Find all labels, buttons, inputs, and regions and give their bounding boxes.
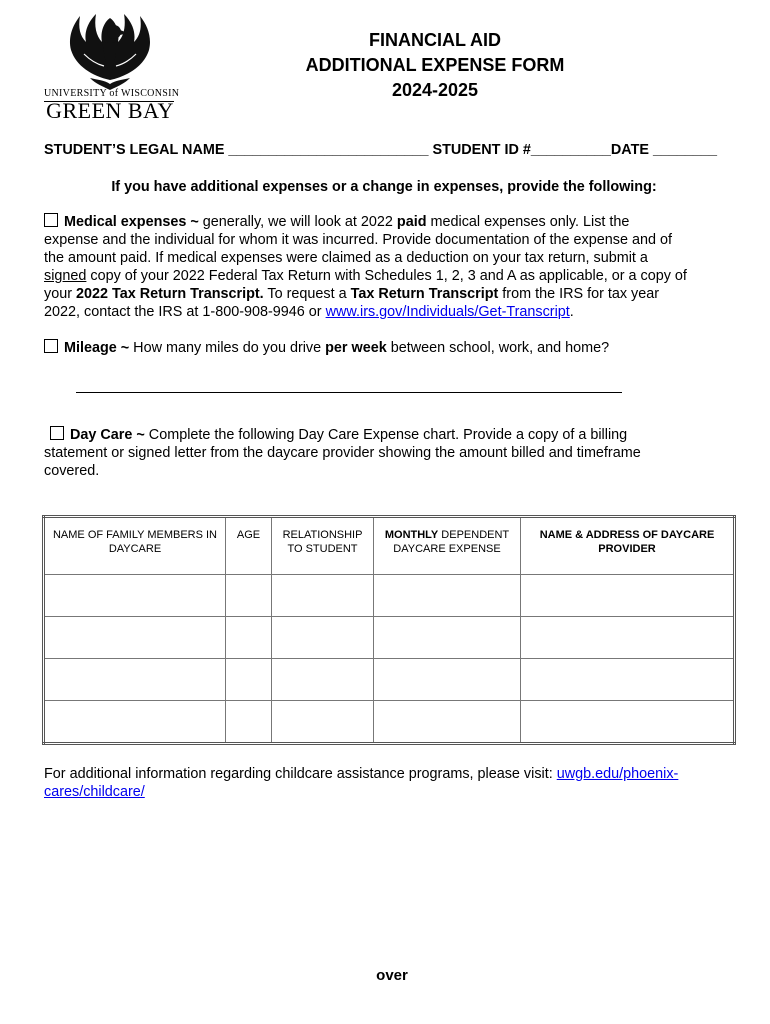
table-cell[interactable]: [44, 616, 226, 658]
table-cell[interactable]: [44, 658, 226, 700]
form-title: [200, 28, 670, 103]
medical-line-6: [44, 303, 734, 321]
daycare-section: [50, 426, 740, 444]
col-monthly-rest: DEPENDENT DAYCARE EXPENSE: [393, 529, 510, 555]
daycare-label: Day Care ~: [70, 427, 145, 443]
phoenix-logo-icon: [44, 10, 176, 92]
medical-line-2: expense and the individual for whom it was incurred. Provide documentation of the expense and of: [44, 232, 672, 248]
over-page-note: over: [376, 967, 408, 984]
instructions-intro: If you have additional expenses or a change in expenses, provide the following:: [111, 179, 657, 195]
medical-expenses-section: [44, 213, 734, 321]
medical-line-1: [44, 213, 734, 231]
medical-text: generally, we will look at 2022: [198, 214, 397, 230]
childcare-line-1: [44, 765, 734, 783]
daycare-line-2: statement or signed letter from the daycare provider showing the amount billed and timeframe: [44, 445, 641, 461]
table-cell[interactable]: [521, 616, 735, 658]
daycare-text: Complete the following Day Care Expense chart. Provide a copy of a billing: [144, 427, 628, 443]
mileage-text: How many miles do you drive: [129, 340, 326, 356]
monthly-bold: MONTHLY: [384, 529, 439, 541]
logo-campus-text: GREEN BAY: [46, 98, 174, 123]
table-cell[interactable]: [44, 700, 226, 743]
signed-text: signed: [44, 268, 87, 284]
table-cell[interactable]: [226, 658, 272, 700]
table-cell[interactable]: [272, 574, 374, 616]
medical-paid: paid: [396, 214, 427, 230]
mileage-text-2: between school, work, and home?: [386, 340, 610, 356]
medical-text-2: medical expenses only. List the: [426, 214, 630, 230]
col-relationship: RELATIONSHIP TO STUDENT: [272, 517, 374, 575]
irs-phone-text: 2022, contact the IRS at 1-800-908-9946 or: [44, 304, 326, 320]
table-cell[interactable]: [226, 616, 272, 658]
daycare-line-1: [50, 426, 740, 444]
medical-line-5: [44, 285, 734, 303]
childcare-text: For additional information regarding childcare assistance programs, please visit:: [44, 766, 557, 782]
university-logo: [44, 10, 180, 123]
col-provider-label: NAME & ADDRESS OF DAYCARE PROVIDER: [539, 529, 715, 555]
medical-checkbox[interactable]: [44, 213, 58, 227]
table-row: [44, 658, 735, 700]
daycare-expense-table: [42, 515, 736, 745]
table-cell[interactable]: [226, 700, 272, 743]
title-line-1: FINANCIAL AID: [369, 30, 501, 50]
table-row: [44, 700, 735, 743]
table-cell[interactable]: [272, 616, 374, 658]
col-family-members: NAME OF FAMILY MEMBERS IN DAYCARE: [44, 517, 226, 575]
table-cell[interactable]: [226, 574, 272, 616]
student-info-fields[interactable]: STUDENT’S LEGAL NAME _________________________ STUDENT ID #__________DATE ________: [44, 142, 718, 158]
table-cell[interactable]: [374, 616, 521, 658]
childcare-line-2: [44, 783, 734, 801]
childcare-link[interactable]: uwgb.edu/phoenix-: [556, 766, 679, 782]
table-cell[interactable]: [374, 658, 521, 700]
col-monthly-expense: [374, 517, 521, 575]
tax-transcript-bold-2: Tax Return Transcript: [350, 286, 499, 302]
table-cell[interactable]: [521, 574, 735, 616]
medical-line-3: the amount paid. If medical expenses were claimed as a deduction on your tax return, submit a: [44, 250, 648, 266]
medical-line-5c: To request a: [263, 286, 351, 302]
table-header-row: [44, 517, 735, 575]
childcare-info: [44, 765, 734, 801]
mileage-label: Mileage ~: [64, 340, 130, 356]
table-cell[interactable]: [374, 700, 521, 743]
daycare-checkbox[interactable]: [50, 426, 64, 440]
tax-transcript-bold: 2022 Tax Return Transcript.: [76, 286, 264, 302]
table-cell[interactable]: [374, 574, 521, 616]
table-cell[interactable]: [272, 700, 374, 743]
table-cell[interactable]: [44, 574, 226, 616]
table-row: [44, 616, 735, 658]
medical-label: Medical expenses ~: [64, 214, 199, 230]
medical-line-5e: from the IRS for tax year: [498, 286, 660, 302]
mileage-answer-line[interactable]: [76, 392, 622, 393]
per-week-bold: per week: [325, 340, 387, 356]
col-age: AGE: [226, 517, 272, 575]
col-provider: [521, 517, 735, 575]
medical-line-4: [44, 267, 734, 285]
irs-transcript-link[interactable]: www.irs.gov/Individuals/Get-Transcript: [325, 304, 570, 320]
table-cell[interactable]: [272, 658, 374, 700]
mileage-line: [44, 339, 734, 357]
title-line-2: ADDITIONAL EXPENSE FORM: [305, 55, 565, 75]
daycare-continued: [44, 444, 734, 480]
table-row: [44, 574, 735, 616]
medical-line-4-text: copy of your 2022 Federal Tax Return with Schedules 1, 2, 3 and A as applicable, or a copy of: [86, 268, 687, 284]
mileage-section: [44, 339, 734, 357]
mileage-checkbox[interactable]: [44, 339, 58, 353]
medical-line-6-end: .: [569, 304, 574, 320]
table-cell[interactable]: [521, 700, 735, 743]
medical-line-5a: your: [44, 286, 76, 302]
childcare-link-cont[interactable]: cares/childcare/: [44, 784, 145, 800]
title-line-3: 2024-2025: [391, 80, 479, 100]
logo-university-text: UNIVERSITY of WISCONSIN: [44, 88, 180, 99]
daycare-line-3: covered.: [44, 463, 100, 479]
table-cell[interactable]: [521, 658, 735, 700]
